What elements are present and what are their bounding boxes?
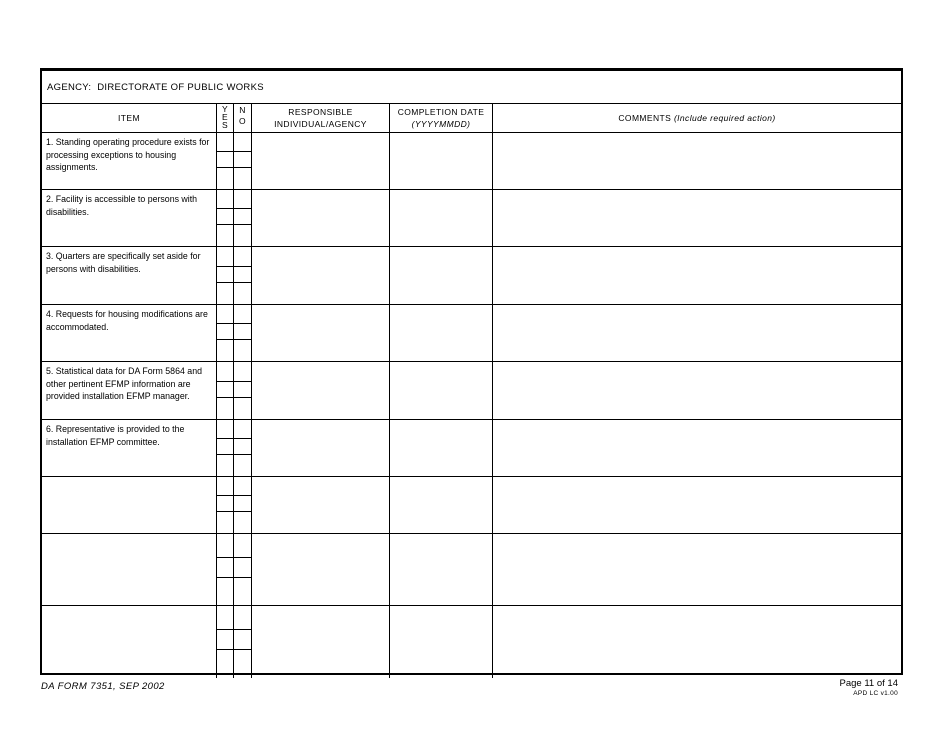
no-checkbox-cell[interactable]	[234, 190, 252, 246]
cell-divider	[217, 151, 233, 152]
completion-date-field[interactable]	[390, 305, 493, 361]
cell-divider	[217, 208, 233, 209]
header-item	[42, 104, 217, 133]
yes-checkbox-cell[interactable]	[217, 534, 234, 605]
cell-divider	[217, 397, 233, 398]
header-yes	[217, 104, 234, 133]
responsible-field[interactable]	[252, 305, 390, 361]
no-checkbox-cell[interactable]	[234, 247, 252, 304]
no-checkbox-cell[interactable]	[234, 133, 252, 189]
cell-divider	[234, 339, 251, 340]
cell-divider	[217, 381, 233, 382]
cell-divider	[234, 323, 251, 324]
no-checkbox-cell[interactable]	[234, 305, 252, 361]
header-comments	[493, 104, 901, 133]
cell-divider	[217, 224, 233, 225]
responsible-field[interactable]	[252, 190, 390, 246]
checklist-row	[42, 362, 901, 420]
yes-checkbox-cell[interactable]	[217, 477, 234, 533]
item-text	[42, 477, 217, 533]
cell-divider	[234, 167, 251, 168]
comments-field[interactable]	[493, 477, 901, 533]
checklist-row	[42, 190, 901, 247]
completion-date-field[interactable]	[390, 534, 493, 605]
responsible-field[interactable]	[252, 606, 390, 678]
header-comments-text	[493, 112, 901, 124]
yes-checkbox-cell[interactable]	[217, 362, 234, 419]
yes-checkbox-cell[interactable]	[217, 305, 234, 361]
checklist-row	[42, 133, 901, 190]
completion-date-field[interactable]	[390, 133, 493, 189]
form-id: DA FORM 7351, SEP 2002	[41, 681, 165, 692]
yes-checkbox-cell[interactable]	[217, 420, 234, 476]
checklist-row	[42, 305, 901, 362]
agency-value: DIRECTORATE OF PUBLIC WORKS	[97, 82, 264, 93]
header-responsible	[252, 104, 390, 133]
page-number: Page 11 of 14	[839, 678, 898, 689]
header-comments-label: COMMENTS	[618, 113, 672, 123]
cell-divider	[217, 649, 233, 650]
completion-date-field[interactable]	[390, 362, 493, 419]
header-completion-line1: COMPLETION DATE	[397, 107, 485, 117]
cell-divider	[234, 454, 251, 455]
completion-date-field[interactable]	[390, 420, 493, 476]
header-comments-note: (Include required action)	[673, 113, 776, 123]
no-checkbox-cell[interactable]	[234, 362, 252, 419]
header-yes-letter: E	[221, 112, 229, 122]
checklist-row	[42, 606, 901, 678]
comments-field[interactable]	[493, 133, 901, 189]
header-completion-line2: (YYYYMMDD)	[411, 119, 471, 129]
cell-divider	[234, 282, 251, 283]
header-responsible-line1: RESPONSIBLE	[288, 107, 353, 117]
item-text: 5. Statistical data for DA Form 5864 and other pertinent EFMP information are provided installation EFMP manager.	[42, 362, 217, 419]
header-no-letter: O	[238, 116, 246, 126]
item-text	[42, 606, 217, 678]
checklist-row	[42, 247, 901, 305]
comments-field[interactable]	[493, 247, 901, 304]
item-text	[42, 534, 217, 605]
cell-divider	[217, 577, 233, 578]
comments-field[interactable]	[493, 420, 901, 476]
responsible-field[interactable]	[252, 477, 390, 533]
cell-divider	[217, 511, 233, 512]
cell-divider	[217, 282, 233, 283]
responsible-field[interactable]	[252, 534, 390, 605]
completion-date-field[interactable]	[390, 477, 493, 533]
cell-divider	[234, 266, 251, 267]
comments-field[interactable]	[493, 305, 901, 361]
checklist-row	[42, 477, 901, 534]
cell-divider	[234, 649, 251, 650]
no-checkbox-cell[interactable]	[234, 477, 252, 533]
responsible-field[interactable]	[252, 362, 390, 419]
yes-checkbox-cell[interactable]	[217, 133, 234, 189]
cell-divider	[217, 266, 233, 267]
item-text: 4. Requests for housing modifications are accommodated.	[42, 305, 217, 361]
item-text: 2. Facility is accessible to persons with disabilities.	[42, 190, 217, 246]
cell-divider	[234, 224, 251, 225]
cell-divider	[234, 557, 251, 558]
cell-divider	[234, 208, 251, 209]
header-yes-letter: Y	[221, 104, 229, 114]
cell-divider	[234, 629, 251, 630]
no-checkbox-cell[interactable]	[234, 534, 252, 605]
cell-divider	[234, 511, 251, 512]
header-completion-date	[390, 104, 493, 133]
cell-divider	[234, 397, 251, 398]
header-item-label: ITEM	[118, 113, 140, 123]
cell-divider	[234, 577, 251, 578]
checklist-row	[42, 534, 901, 606]
completion-date-field[interactable]	[390, 190, 493, 246]
item-text: 6. Representative is provided to the installation EFMP committee.	[42, 420, 217, 476]
completion-date-field[interactable]	[390, 606, 493, 678]
comments-field[interactable]	[493, 534, 901, 605]
cell-divider	[217, 167, 233, 168]
cell-divider	[217, 454, 233, 455]
agency-label: AGENCY:	[47, 82, 92, 93]
comments-field[interactable]	[493, 190, 901, 246]
cell-divider	[217, 323, 233, 324]
cell-divider	[217, 495, 233, 496]
comments-field[interactable]	[493, 362, 901, 419]
responsible-field[interactable]	[252, 133, 390, 189]
header-yes-letter: S	[221, 120, 229, 130]
completion-date-field[interactable]	[390, 247, 493, 304]
cell-divider	[234, 495, 251, 496]
yes-checkbox-cell[interactable]	[217, 606, 234, 678]
header-no-letter: N	[239, 105, 246, 115]
cell-divider	[234, 438, 251, 439]
header-responsible-line2: INDIVIDUAL/AGENCY	[274, 119, 367, 129]
item-text: 1. Standing operating procedure exists for processing exceptions to housing assignments.	[42, 133, 217, 189]
cell-divider	[217, 438, 233, 439]
cell-divider	[217, 557, 233, 558]
page-info	[840, 678, 898, 697]
checklist-form	[40, 68, 903, 675]
cell-divider	[217, 339, 233, 340]
header-no	[234, 104, 252, 133]
checklist-row	[42, 420, 901, 477]
no-checkbox-cell[interactable]	[234, 606, 252, 678]
agency-line	[42, 71, 901, 104]
item-text: 3. Quarters are specifically set aside for persons with disabilities.	[42, 247, 217, 304]
yes-checkbox-cell[interactable]	[217, 247, 234, 304]
cell-divider	[234, 381, 251, 382]
comments-field[interactable]	[493, 606, 901, 678]
yes-checkbox-cell[interactable]	[217, 190, 234, 246]
no-checkbox-cell[interactable]	[234, 420, 252, 476]
responsible-field[interactable]	[252, 420, 390, 476]
version-label: APD LC v1.00	[853, 690, 898, 697]
cell-divider	[217, 629, 233, 630]
cell-divider	[234, 151, 251, 152]
responsible-field[interactable]	[252, 247, 390, 304]
